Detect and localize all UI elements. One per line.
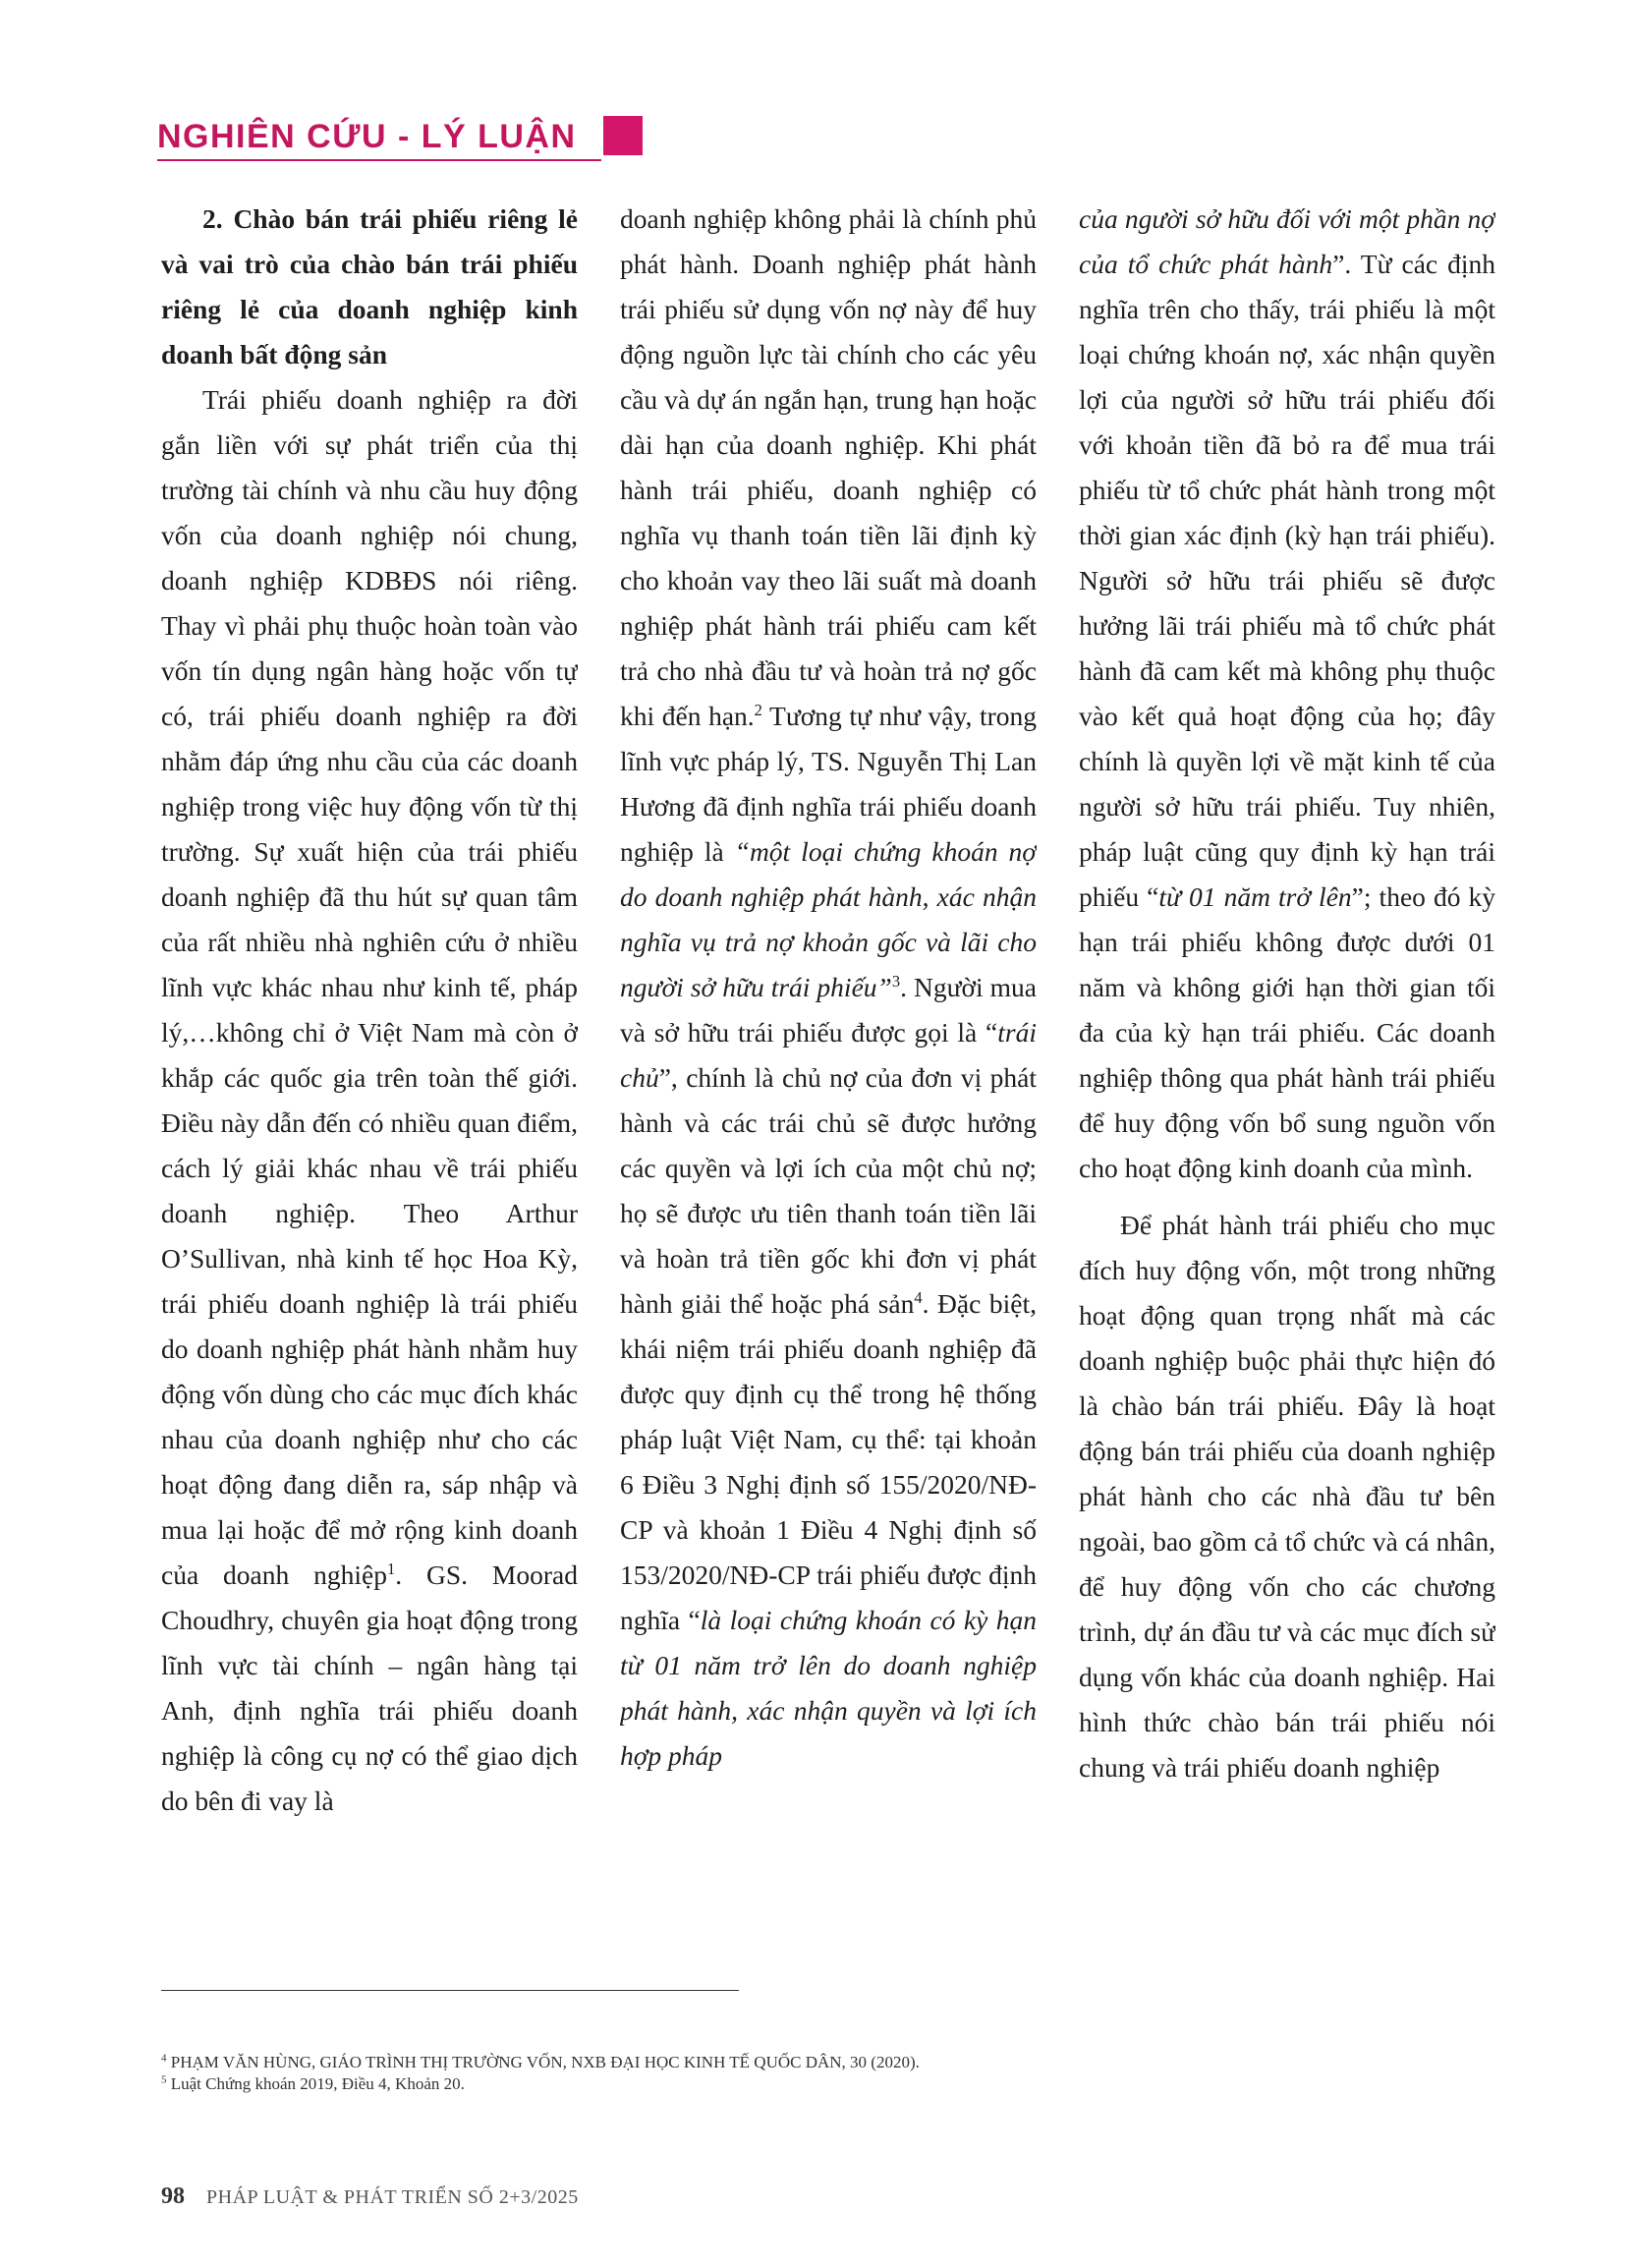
paragraph-text: doanh nghiệp không phải là chính phủ phát hành. Doanh nghiệp phát hành trái phiếu sử dụng vốn nợ này để huy động nguồn lực tài chính cho các yêu cầu và dự án ngắn hạn, trung hạn hoặc dài hạn của doanh nghiệp. Khi phát hành trái phiếu, doanh nghiệp có nghĩa vụ thanh toán tiền lãi định kỳ cho khoản vay theo lãi suất mà doanh nghiệp phát hành trái phiếu cam kết trả cho nhà đầu tư và hoàn trả nợ gốc khi đến hạn. bbox=[620, 203, 1037, 731]
text-column-1 bbox=[161, 197, 578, 1926]
paragraph: Để phát hành trái phiếu cho mục đích huy động vốn, một trong những hoạt động quan trọng nhất mà các doanh nghiệp buộc phải thực hiện đó là chào bán trái phiếu. Đây là hoạt động bán trái phiếu của doanh nghiệp phát hành cho các nhà đầu tư bên ngoài, bao gồm cả tổ chức và cá nhân, để huy động vốn cho các chương trình, dự án đầu tư và các mục đích sử dụng vốn khác của doanh nghiệp. Hai hình thức chào bán trái phiếu nói chung và trái phiếu doanh nghiệp bbox=[1079, 1210, 1495, 1783]
paragraph-text: ”. Từ các định nghĩa trên cho thấy, trái phiếu là một loại chứng khoán nợ, xác nhận quyền lợi của người sở hữu trái phiếu đối với khoản tiền đã bỏ ra để mua trái phiếu từ tổ chức phát hành trong một thời gian xác định (kỳ hạn trái phiếu). Người sở hữu trái phiếu sẽ được hưởng lãi trái phiếu mà tổ chức phát hành đã cam kết mà không phụ thuộc vào kết quả hoạt động của họ; đây chính là quyền lợi về mặt kinh tế của người sở hữu trái phiếu. Tuy nhiên, pháp luật cũng quy định kỳ hạn trái phiếu “ bbox=[1079, 249, 1495, 912]
header-accent-block bbox=[603, 116, 643, 155]
section-title: NGHIÊN CỨU - LÝ LUẬN bbox=[157, 118, 577, 155]
journal-title: PHÁP LUẬT & PHÁT TRIỂN SỐ 2+3/2025 bbox=[206, 2186, 579, 2208]
footnote-ref[interactable]: 4 bbox=[914, 1287, 923, 1307]
quotation: từ 01 năm trở lên bbox=[1158, 881, 1352, 912]
quotation: là loại chứng khoán có kỳ hạn từ 01 năm trở lên do doanh nghiệp phát hành, xác nhận quyền và lợi ích hợp pháp bbox=[620, 1605, 1037, 1771]
quotation: trái chủ bbox=[620, 1017, 1037, 1093]
footnote-ref[interactable]: 1 bbox=[387, 1559, 396, 1578]
paragraph-text: Tương tự như vậy, trong lĩnh vực pháp lý, TS. Nguyễn Thị Lan Hương đã định nghĩa trái phiếu doanh nghiệp là bbox=[620, 701, 1037, 867]
footnotes bbox=[161, 2052, 1438, 2095]
article-body bbox=[161, 197, 1495, 1926]
paragraph-text: ”, chính là chủ nợ của đơn vị phát hành và các trái chủ sẽ được hưởng các quyền và lợi ích của một chủ nợ; họ sẽ được ưu tiên thanh toán tiền lãi và hoàn trả tiền gốc khi đơn vị phát hành giải thể hoặc phá sản bbox=[620, 1062, 1037, 1319]
footnote-ref[interactable]: 2 bbox=[754, 700, 762, 719]
text-column-3 bbox=[1079, 197, 1495, 1926]
page-footer bbox=[161, 2183, 579, 2210]
paragraph bbox=[620, 197, 1037, 1779]
paragraph-text: Trái phiếu doanh nghiệp ra đời gắn liền với sự phát triển của thị trường tài chính và nhu cầu huy động vốn của doanh nghiệp nói chung, doanh nghiệp KDBĐS nói riêng. Thay vì phải phụ thuộc hoàn toàn vào vốn tín dụng ngân hàng hoặc vốn tự có, trái phiếu doanh nghiệp ra đời nhằm đáp ứng nhu cầu của các doanh nghiệp trong việc huy động vốn từ thị trường. Sự xuất hiện của trái phiếu doanh nghiệp đã thu hút sự quan tâm của rất nhiều nhà nghiên cứu ở nhiều lĩnh vực khác nhau như kinh tế, pháp lý,…không chỉ ở Việt Nam mà còn ở khắp các quốc gia trên toàn thế giới. Điều này dẫn đến có nhiều quan điểm, cách lý giải khác nhau về trái phiếu doanh nghiệp. Theo Arthur O’Sullivan, nhà kinh tế học Hoa Kỳ, trái phiếu doanh nghiệp là trái phiếu do doanh nghiệp phát hành nhằm huy động vốn dùng cho các mục đích khác nhau của doanh nghiệp như cho các hoạt động đang diễn ra, sáp nhập và mua lại hoặc để mở rộng kinh doanh của doanh nghiệp bbox=[161, 384, 578, 1590]
footnote-text: PHẠM VĂN HÙNG, GIÁO TRÌNH THỊ TRƯỜNG VỐN, NXB ĐẠI HỌC KINH TẾ QUỐC DÂN, 30 (2020). bbox=[170, 2053, 920, 2071]
footnote-ref[interactable]: 3 bbox=[891, 971, 901, 991]
footnote-number: 5 bbox=[161, 2073, 167, 2086]
header-rule bbox=[157, 159, 601, 161]
footnote-divider bbox=[161, 1990, 739, 1991]
footnote bbox=[161, 2073, 1438, 2095]
paragraph-text: . GS. Moorad Choudhry, chuyên gia hoạt động trong lĩnh vực tài chính – ngân hàng tại Anh, định nghĩa trái phiếu doanh nghiệp là công cụ nợ có thể giao dịch do bên đi vay là bbox=[161, 1559, 578, 1816]
text-column-2 bbox=[620, 197, 1037, 1926]
footnote-number: 4 bbox=[161, 2052, 167, 2065]
footnote-text: Luật Chứng khoán 2019, Điều 4, Khoản 20. bbox=[170, 2074, 465, 2093]
paragraph bbox=[1079, 197, 1495, 1191]
footnote bbox=[161, 2052, 1438, 2073]
quotation: “một loại chứng khoán nợ do doanh nghiệp phát hành, xác nhận nghĩa vụ trả nợ khoản gốc và lãi cho người sở hữu trái phiếu” bbox=[620, 836, 1037, 1002]
page-number: 98 bbox=[161, 2183, 185, 2209]
paragraph-text: ”; theo đó kỳ hạn trái phiếu không được dưới 01 năm và không giới hạn thời gian tối đa của kỳ hạn trái phiếu. Các doanh nghiệp thông qua phát hành trái phiếu để huy động vốn bổ sung nguồn vốn cho hoạt động kinh doanh của mình. bbox=[1079, 881, 1495, 1183]
paragraph-text: . Người mua và sở hữu trái phiếu được gọi là “ bbox=[620, 972, 1037, 1048]
section-heading: 2. Chào bán trái phiếu riêng lẻ và vai trò của chào bán trái phiếu riêng lẻ của doanh nghiệp kinh doanh bất động sản bbox=[161, 203, 578, 369]
quotation: của người sở hữu đối với một phần nợ của tổ chức phát hành bbox=[1079, 203, 1495, 279]
paragraph bbox=[161, 377, 578, 1824]
paragraph-text: . Đặc biệt, khái niệm trái phiếu doanh nghiệp đã được quy định cụ thể trong hệ thống pháp luật Việt Nam, cụ thể: tại khoản 6 Điều 3 Nghị định số 155/2020/NĐ-CP và khoản 1 Điều 4 Nghị định số 153/2020/NĐ-CP trái phiếu được định nghĩa “ bbox=[620, 1288, 1037, 1635]
